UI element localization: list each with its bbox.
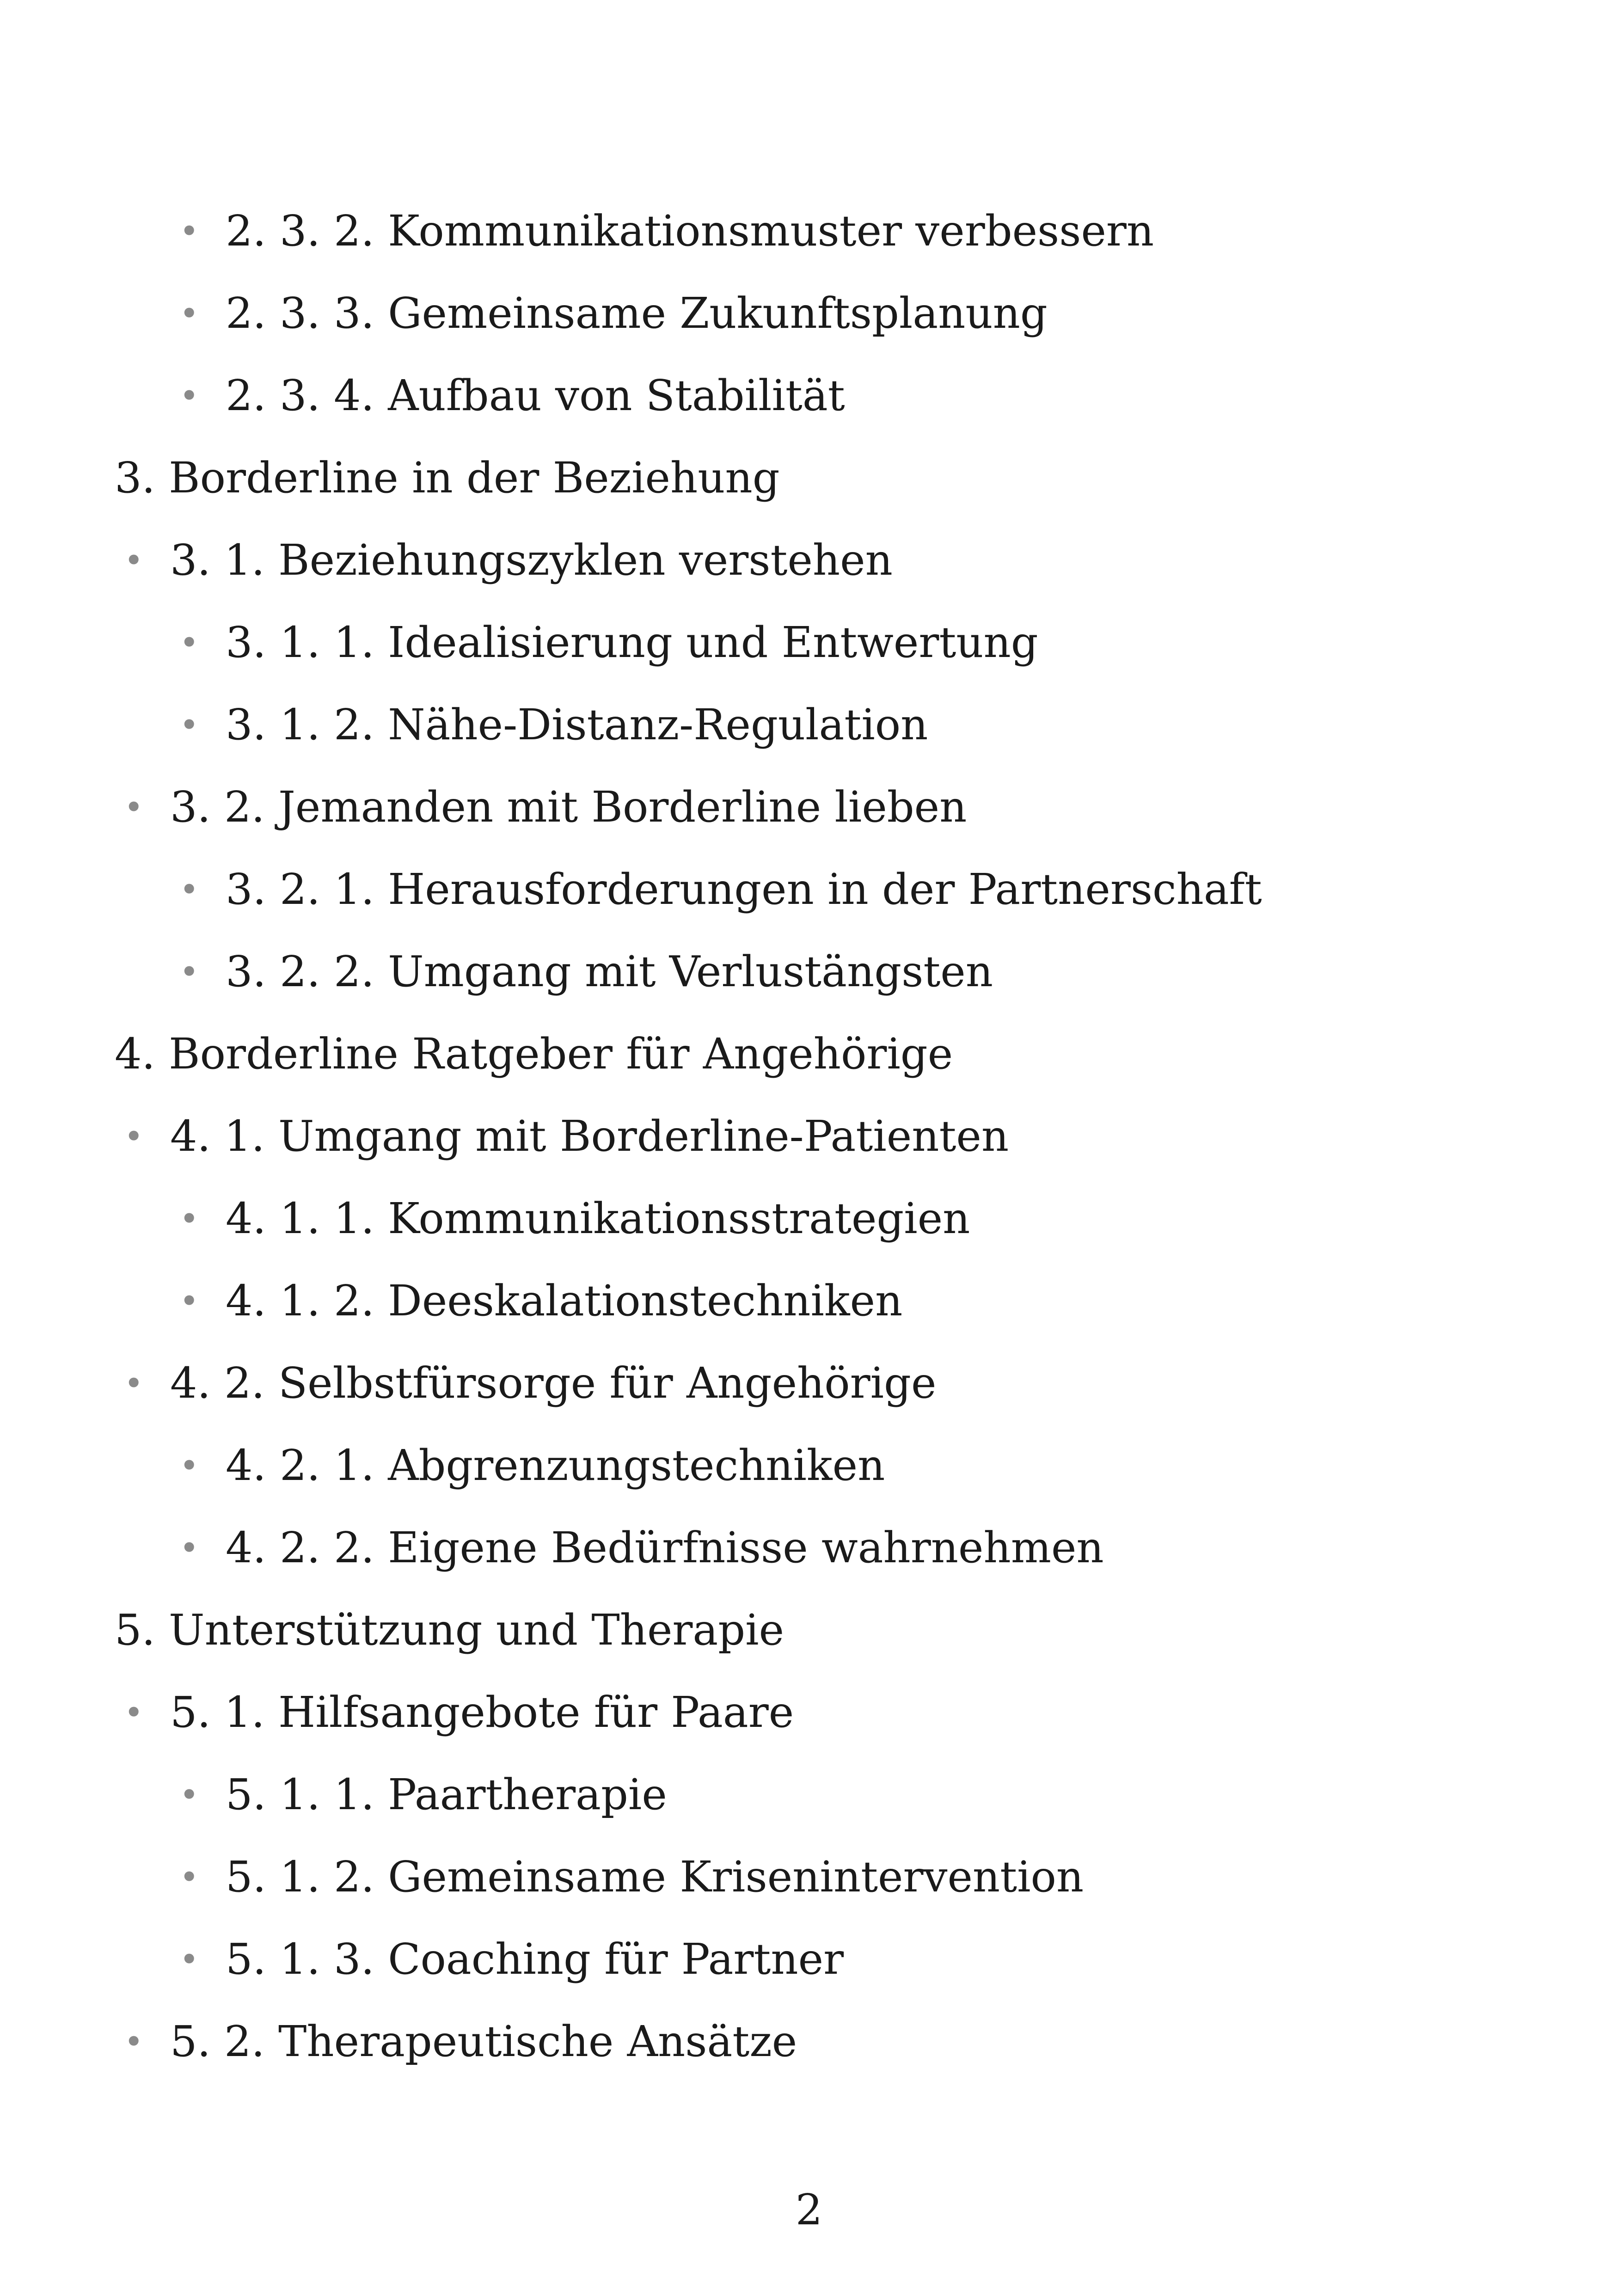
toc-entry-4-1[interactable] [124,1109,1009,1164]
toc-chapter-4[interactable] [115,1026,953,1082]
bullet-icon: • [124,788,144,827]
toc-entry-label: 4. 2. 2. Eigene Bedürfnisse wahrnehmen [226,1523,1104,1572]
toc-entry-2-3-3[interactable] [179,286,1048,341]
toc-entry-3-2-2[interactable] [179,944,993,1000]
toc-entry-5-1[interactable] [124,1685,794,1740]
bullet-icon: • [179,1446,199,1485]
toc-entry-label: 2. 3. 3. Gemeinsame Zukunftsplanung [226,289,1048,338]
toc-entry-4-2[interactable] [124,1356,937,1411]
toc-entry-3-2[interactable] [124,780,967,835]
bullet-icon: • [179,870,199,909]
toc-entry-label: 4. 1. Umgang mit Borderline-Patienten [170,1111,1009,1161]
toc-entry-5-1-2[interactable] [179,1849,1084,1905]
toc-entry-label: 5. 2. Therapeutische Ansätze [170,2017,797,2066]
toc-entry-label: 3. 1. Beziehungszyklen verstehen [170,535,893,585]
bullet-icon: • [124,541,144,580]
toc-entry-label: 4. 1. 2. Deeskalationstechniken [226,1276,903,1326]
toc-entry-label: 3. 2. 2. Umgang mit Verlustängsten [226,947,993,996]
toc-entry-label: 4. 1. 1. Kommunikationsstrategien [226,1194,970,1243]
toc-entry-4-1-2[interactable] [179,1273,903,1329]
bullet-icon: • [179,706,199,744]
bullet-icon: • [124,1364,144,1403]
toc-entry-label: 3. Borderline in der Beziehung [115,453,780,503]
bullet-icon: • [179,212,199,251]
toc-entry-3-1-2[interactable] [179,697,928,753]
toc-entry-label: 5. 1. Hilfsangebote für Paare [170,1688,794,1737]
bullet-icon: • [124,1117,144,1156]
page-number: 2 [795,2185,823,2235]
toc-entry-2-3-2[interactable] [179,203,1154,259]
toc-entry-label: 5. 1. 3. Coaching für Partner [226,1934,844,1984]
toc-chapter-3[interactable] [115,450,780,506]
toc-entry-label: 5. Unterstützung und Therapie [115,1605,784,1655]
toc-entry-3-1-1[interactable] [179,615,1038,670]
toc-entry-label: 5. 1. 2. Gemeinsame Krisenintervention [226,1852,1084,1902]
bullet-icon: • [179,1199,199,1238]
bullet-icon: • [124,2022,144,2061]
toc-entry-5-1-1[interactable] [179,1767,667,1823]
toc-entry-label: 4. 2. 1. Abgrenzungstechniken [226,1441,885,1490]
bullet-icon: • [179,1529,199,1567]
toc-entry-3-1[interactable] [124,533,893,588]
toc-entry-label: 2. 3. 4. Aufbau von Stabilität [226,371,845,420]
bullet-icon: • [179,294,199,333]
bullet-icon: • [179,376,199,415]
toc-chapter-5[interactable] [115,1602,784,1658]
bullet-icon: • [179,1775,199,1814]
bullet-icon: • [179,623,199,662]
bullet-icon: • [179,952,199,991]
toc-entry-label: 3. 1. 1. Idealisierung und Entwertung [226,618,1038,667]
toc-entry-5-1-3[interactable] [179,1932,844,1987]
bullet-icon: • [179,1858,199,1897]
toc-entry-label: 2. 3. 2. Kommunikationsmuster verbessern [226,206,1154,256]
toc-entry-label: 3. 1. 2. Nähe-Distanz-Regulation [226,700,928,749]
toc-entry-label: 3. 2. Jemanden mit Borderline lieben [170,782,967,832]
toc-entry-5-2[interactable] [124,2014,797,2069]
toc-entry-label: 5. 1. 1. Paartherapie [226,1770,667,1819]
toc-entry-label: 4. Borderline Ratgeber für Angehörige [115,1029,953,1079]
bullet-icon: • [179,1282,199,1320]
bullet-icon: • [124,1693,144,1732]
bullet-icon: • [179,1940,199,1979]
toc-entry-4-2-1[interactable] [179,1438,885,1493]
toc-entry-label: 4. 2. Selbstfürsorge für Angehörige [170,1358,937,1408]
toc-entry-2-3-4[interactable] [179,368,845,424]
toc-entry-3-2-1[interactable] [179,862,1262,917]
toc-entry-label: 3. 2. 1. Herausforderungen in der Partnerschaft [226,865,1262,914]
toc-entry-4-1-1[interactable] [179,1191,970,1246]
toc-entry-4-2-2[interactable] [179,1520,1104,1576]
